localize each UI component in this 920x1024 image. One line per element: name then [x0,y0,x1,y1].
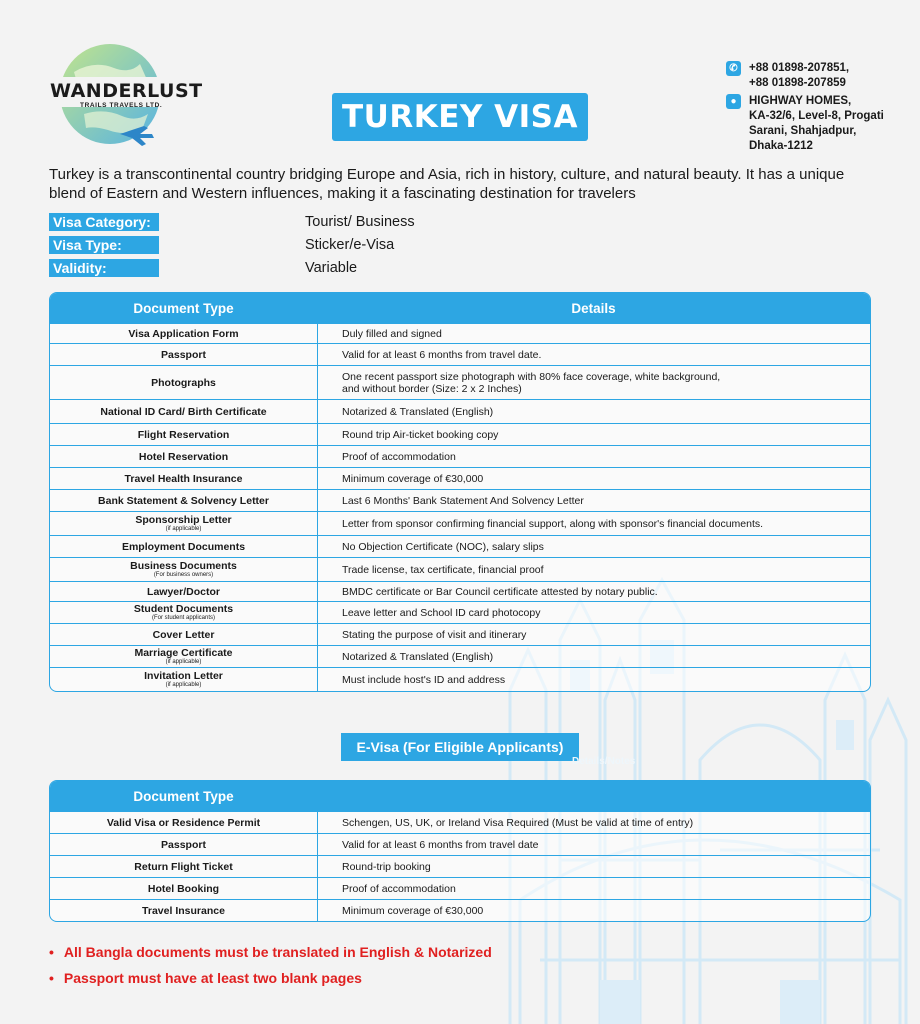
details-cell [317,558,870,581]
document-name: Passport [161,838,206,851]
phone-icon: ✆ [726,61,741,76]
document-note: (For student applicants) [151,615,216,621]
detail-text: and without border (Size: 2 x 2 Inches) [342,382,522,395]
document-type-cell [50,324,317,343]
details-cell [317,324,870,343]
document-type-cell [50,400,317,423]
table-row [50,899,870,921]
table-row [50,877,870,899]
document-type-cell [50,646,317,667]
document-name: Valid Visa or Residence Permit [106,816,261,829]
document-name: Bank Statement & Solvency Letter [98,494,269,507]
table-row [50,423,870,445]
document-type-cell [50,424,317,445]
detail-text: Must include host's ID and address [342,673,506,686]
document-name: Hotel Booking [147,882,220,895]
detail-text: Minimum coverage of €30,000 [342,472,484,485]
document-type-cell [50,856,317,877]
note-text: Passport must have at least two blank pages [63,970,362,986]
bullet-icon: • [49,970,54,986]
document-name: Travel Health Insurance [124,472,243,485]
header-document-type: Document Type [133,788,234,804]
document-name: Flight Reservation [137,428,230,441]
address-line: Sarani, Shahjadpur, [749,125,857,137]
validity-label: Validity: [49,259,159,277]
detail-text: Round-trip booking [342,860,431,873]
detail-text: Proof of accommodation [342,882,456,895]
location-pin-icon: ● [726,94,741,109]
document-type-cell [50,512,317,535]
document-type-cell [50,624,317,645]
visa-category-value: Tourist/ Business [305,214,415,230]
detail-text: Last 6 Months' Bank Statement And Solvency Letter [342,494,584,507]
details-cell [317,834,870,855]
details-cell [317,812,870,833]
page-title: TURKEY VISA [332,93,588,141]
document-type-cell [50,536,317,557]
details-cell [317,536,870,557]
document-type-cell [50,366,317,399]
detail-text: Notarized & Translated (English) [342,405,494,418]
bullet-icon: • [49,944,54,960]
document-name: Passport [161,348,206,361]
table-row [50,343,870,365]
document-type-cell [50,582,317,601]
document-name: Marriage Certificate [134,647,233,659]
document-name: Travel Insurance [142,904,225,917]
details-cell [317,856,870,877]
document-name: Employment Documents [121,540,246,553]
document-name: Sponsorship Letter [135,514,232,526]
document-type-cell [50,490,317,511]
address-line: HIGHWAY HOMES, [749,95,852,107]
document-name: National ID Card/ Birth Certificate [100,405,267,418]
document-name: Photographs [151,376,216,389]
document-note: (if applicable) [165,682,202,688]
detail-text: Letter from sponsor confirming financial support, along with sponsor's financial documents. [342,517,764,530]
brand-name: WANDERLUST [50,80,203,102]
document-name: Lawyer/Doctor [147,585,220,598]
details-cell [317,878,870,899]
table-row [50,467,870,489]
table-row [50,645,870,667]
document-type-cell [50,602,317,623]
detail-text: Valid for at least 6 months from travel date. [342,348,542,361]
detail-text: Schengen, US, UK, or Ireland Visa Required (Must be valid at time of entry) [342,816,694,829]
intro-paragraph: Turkey is a transcontinental country bridging Europe and Asia, rich in history, culture, and natural beauty. It has a unique blend of Eastern and Western influences, making it a fascinating destination for travelers [49,166,845,202]
visa-category-label: Visa Category: [49,213,159,231]
detail-text: Minimum coverage of €30,000 [342,904,484,917]
detail-text: One recent passport size photograph with 80% face coverage, white background, [342,370,721,383]
phone-block [726,61,849,91]
document-name: Invitation Letter [144,670,223,682]
document-name: Business Documents [130,560,237,572]
detail-text: Round trip Air-ticket booking copy [342,428,499,441]
table-row [50,489,870,511]
details-cell [317,646,870,667]
details-cell [317,512,870,535]
details-cell [317,582,870,601]
brand-tagline: TRAILS TRAVELS LTD. [80,102,163,109]
table-row [50,365,870,399]
document-note: (if applicable) [165,659,202,665]
details-cell [317,446,870,467]
detail-text: Stating the purpose of visit and itinerary [342,628,527,641]
table-row [50,855,870,877]
address-block [726,94,884,154]
document-type-cell [50,446,317,467]
detail-text: Proof of accommodation [342,450,456,463]
table-row [50,581,870,601]
table-row [50,445,870,467]
document-name: Cover Letter [152,628,215,641]
details-cell [317,602,870,623]
document-type-cell [50,344,317,365]
address-line: KA-32/6, Level-8, Progati [749,110,884,122]
detail-text: BMDC certificate or Bar Council certificate attested by notary public. [342,585,658,598]
table-row [50,535,870,557]
table-row [50,399,870,423]
table-header [50,781,870,811]
note-text: All Bangla documents must be translated in English & Notarized [63,944,492,960]
detail-text: No Objection Certificate (NOC), salary slips [342,540,544,553]
detail-text: Duly filled and signed [342,327,442,340]
details-notes-ghost-label: Details/Notes [572,756,636,767]
note-item [49,970,362,986]
document-type-cell [50,900,317,921]
visa-type-label: Visa Type: [49,236,159,254]
table-row [50,623,870,645]
detail-text: Notarized & Translated (English) [342,650,494,663]
details-cell [317,366,870,399]
document-name: Visa Application Form [128,327,239,340]
details-cell [317,344,870,365]
table-row [50,833,870,855]
document-type-cell [50,878,317,899]
validity-value: Variable [305,260,358,276]
table-row [50,601,870,623]
document-note: (For business owners) [153,572,214,578]
table-row [50,811,870,833]
details-cell [317,424,870,445]
visa-type-value: Sticker/e-Visa [305,237,395,253]
document-name: Hotel Reservation [138,450,229,463]
document-type-cell [50,668,317,691]
evisa-heading: E-Visa (For Eligible Applicants) [341,733,579,761]
document-type-cell [50,558,317,581]
details-cell [317,490,870,511]
detail-text: Valid for at least 6 months from travel date [342,838,539,851]
header-details: Details [571,300,616,316]
table-row [50,557,870,581]
details-cell [317,624,870,645]
details-cell [317,468,870,489]
details-cell [317,900,870,921]
table-row [50,667,870,691]
evisa-table [49,780,871,922]
document-note: (if applicable) [165,526,202,532]
table-row [50,323,870,343]
document-type-cell [50,468,317,489]
details-cell [317,668,870,691]
note-item [49,944,492,960]
detail-text: Trade license, tax certificate, financial proof [342,563,544,576]
requirements-table [49,292,871,692]
document-name: Return Flight Ticket [134,860,233,873]
table-header [50,293,870,323]
detail-text: Leave letter and School ID card photocopy [342,606,541,619]
details-cell [317,400,870,423]
address-line: Dhaka-1212 [749,140,813,152]
document-name: Student Documents [133,603,234,615]
phone-number[interactable]: +88 01898-207859 [749,77,846,89]
document-type-cell [50,812,317,833]
document-type-cell [50,834,317,855]
phone-number[interactable]: +88 01898-207851, [749,62,850,74]
table-row [50,511,870,535]
header-document-type: Document Type [133,300,234,316]
